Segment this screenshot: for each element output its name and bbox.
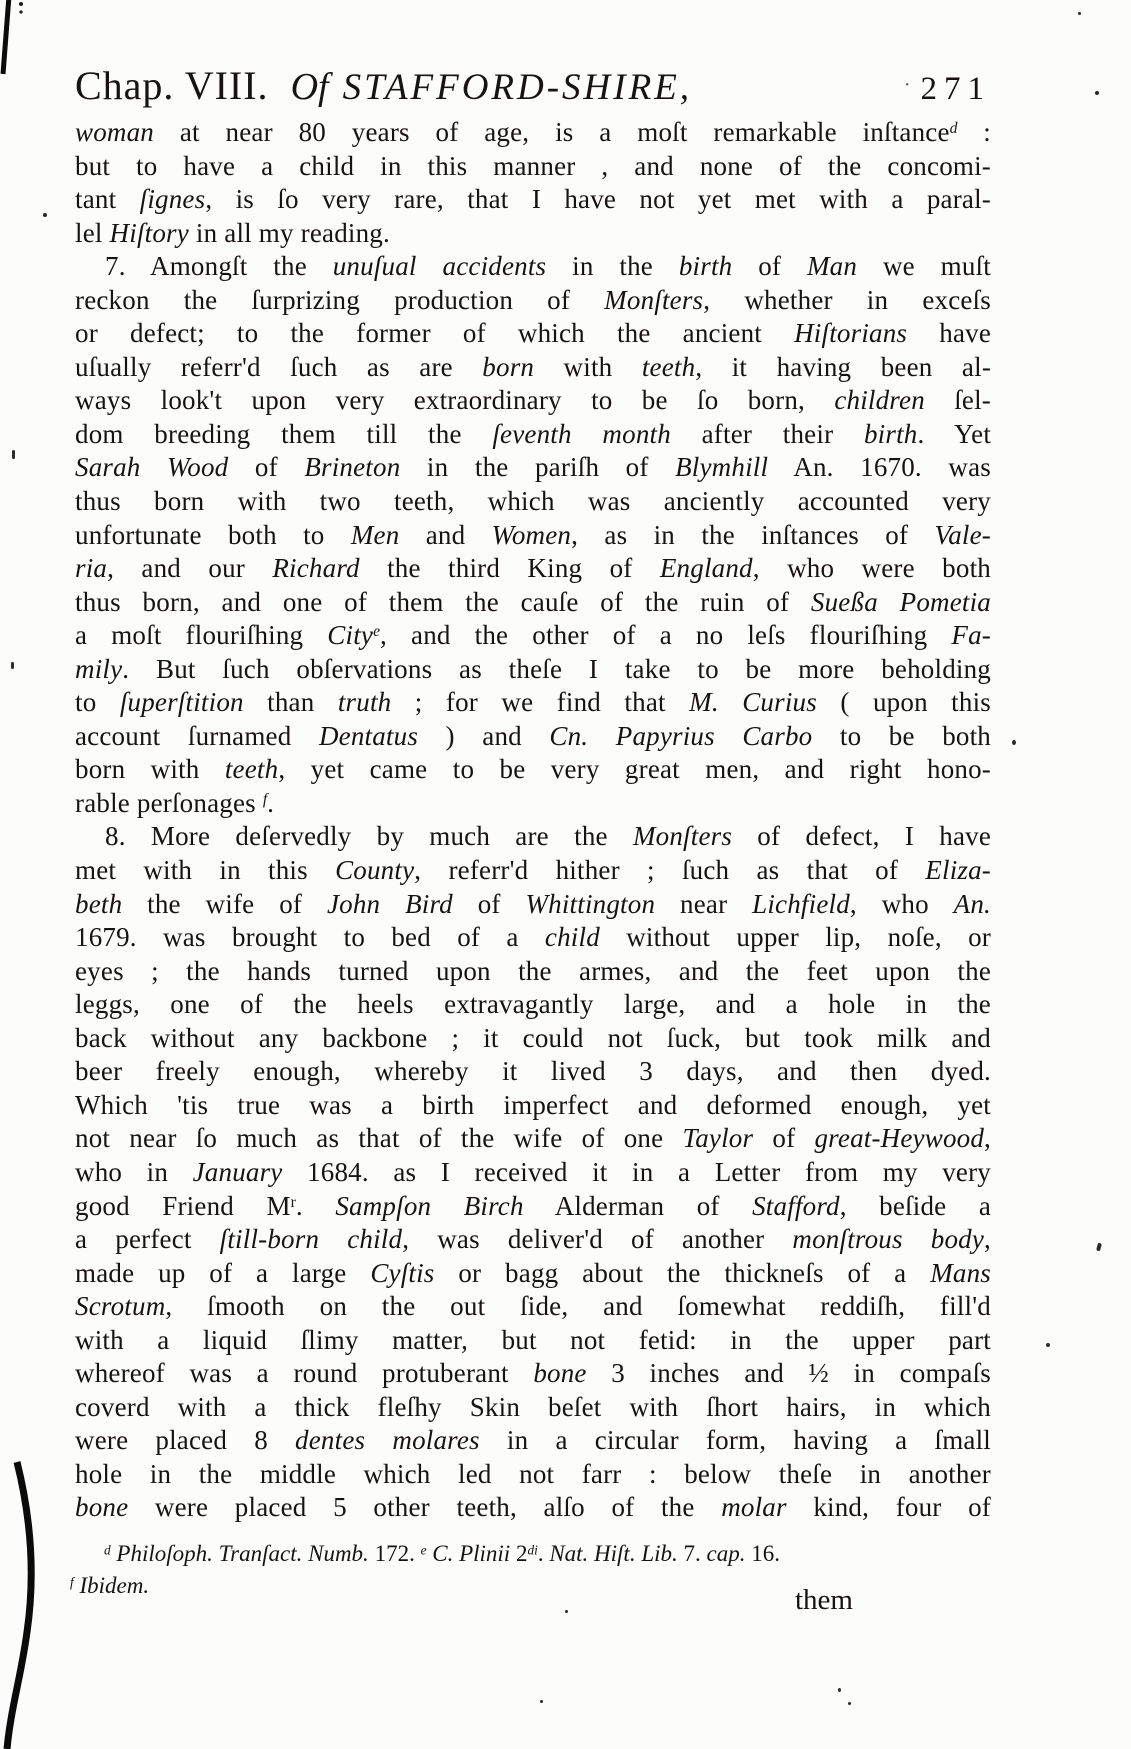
text-segment: January xyxy=(192,1156,283,1187)
text-line xyxy=(75,351,991,385)
text-segment: Men xyxy=(350,519,400,550)
text-segment: Mans xyxy=(930,1257,991,1288)
text-segment: ſeventh month xyxy=(492,418,671,449)
text-segment: , who were both xyxy=(752,553,991,584)
text-segment: Richard xyxy=(272,553,360,584)
binding-mark-top xyxy=(0,0,30,86)
text-line xyxy=(75,1290,991,1324)
text-segment: back without any backbone ; it could not ſuck, but took milk and xyxy=(75,1022,991,1053)
text-segment: Hiſtory xyxy=(109,217,189,248)
text-segment: , xyxy=(984,1224,991,1255)
text-segment: , xyxy=(984,1123,991,1154)
text-segment: di xyxy=(527,1542,538,1558)
text-line xyxy=(75,787,991,821)
text-segment: 1679. was brought to bed of a xyxy=(75,922,545,953)
text-segment: ria xyxy=(75,553,108,584)
text-line xyxy=(75,586,991,620)
text-segment: Nat. Hiſt. Lib. xyxy=(549,1541,678,1566)
text-line xyxy=(75,1357,991,1391)
text-segment: kind, four of xyxy=(786,1492,991,1523)
text-segment: Sarah Wood xyxy=(75,452,229,483)
text-line xyxy=(75,485,991,519)
text-segment: ſtill-born child xyxy=(219,1224,403,1255)
text-segment: Vale- xyxy=(934,519,991,550)
text-line xyxy=(75,451,991,485)
text-line xyxy=(75,519,991,553)
text-line xyxy=(75,955,991,989)
text-segment: r xyxy=(290,1193,296,1211)
text-segment: Hiſtorians xyxy=(794,318,908,349)
text-segment: Scrotum xyxy=(75,1291,166,1322)
scan-speck xyxy=(12,450,15,459)
text-line xyxy=(75,1324,991,1358)
text-segment: City xyxy=(327,620,374,651)
text-line xyxy=(75,1089,991,1123)
text-segment: a perfect xyxy=(75,1224,220,1255)
text-segment: bone xyxy=(75,1492,129,1523)
text-line xyxy=(75,552,991,586)
chapter-label: Chap. VIII. xyxy=(75,63,269,108)
text-segment: 3 inches and ½ in compaſs xyxy=(586,1358,991,1389)
text-segment: account ſurnamed xyxy=(75,720,319,751)
scan-speck xyxy=(1096,1243,1102,1252)
text-segment: 16. xyxy=(745,1541,780,1566)
text-segment: John Bird xyxy=(326,888,453,919)
text-segment: 7. Amongſt the xyxy=(105,251,333,282)
text-segment: mily xyxy=(75,653,123,684)
header-separator-dot: · xyxy=(903,74,911,96)
text-segment: with xyxy=(534,351,642,382)
text-segment: truth xyxy=(337,687,392,718)
text-segment: M. Curius xyxy=(689,687,817,718)
text-segment: Sampſon Birch xyxy=(335,1190,524,1221)
text-segment: 8. More deſervedly by much are the xyxy=(105,821,633,852)
chapter-title-name: STAFFORD-SHIRE, xyxy=(342,67,693,108)
text-segment: without upper lip, noſe, or xyxy=(599,922,991,953)
text-segment: ( upon this xyxy=(816,687,991,718)
text-segment: . Yet xyxy=(917,418,991,449)
text-segment: the third King of xyxy=(359,553,660,584)
text-line xyxy=(75,686,991,720)
text-segment: of xyxy=(753,1123,815,1154)
scan-speck xyxy=(43,213,47,217)
text-line xyxy=(75,720,991,754)
text-line xyxy=(70,1538,990,1570)
text-segment: . But ſuch obſervations as theſe I take to be more beholding xyxy=(122,653,991,684)
text-segment: , whether in exceſs xyxy=(703,284,991,315)
text-segment: 172. xyxy=(368,1541,421,1566)
text-segment: in the xyxy=(546,251,679,282)
text-segment: Ibidem. xyxy=(79,1573,150,1598)
text-segment: birth xyxy=(863,418,918,449)
scan-speck xyxy=(1046,1343,1050,1347)
text-segment: d xyxy=(949,120,958,138)
text-segment: ) and xyxy=(418,720,550,751)
chapter-title-of: Of xyxy=(290,66,329,108)
text-segment: in the pariſh of xyxy=(400,452,676,483)
text-segment: e xyxy=(373,623,381,641)
text-segment: f xyxy=(70,1574,74,1590)
text-segment: bone xyxy=(533,1358,587,1389)
text-segment: C. Plinii xyxy=(432,1541,511,1566)
text-segment: Women xyxy=(491,519,572,550)
text-segment: to be both xyxy=(812,720,991,751)
text-segment: leggs, one of the heels extravagantly large, and a hole in the xyxy=(75,989,991,1020)
text-line xyxy=(75,988,991,1022)
text-segment: birth xyxy=(678,251,733,282)
binding-curve-bottom xyxy=(0,1452,50,1749)
text-segment: of xyxy=(732,251,807,282)
scan-speck xyxy=(1012,740,1016,745)
text-segment: Which 'tis true was a birth imperfect and deformed enough, yet xyxy=(75,1089,991,1120)
text-segment: or bagg about the thickneſs of a xyxy=(434,1257,931,1288)
text-segment: . xyxy=(295,1190,336,1221)
text-segment: lel xyxy=(75,217,110,248)
text-segment: Man xyxy=(806,251,858,282)
text-segment: not near ſo much as that of the wife of one xyxy=(75,1123,683,1154)
body-text xyxy=(75,116,991,1525)
text-segment: , and the other of a no leſs flouriſhing xyxy=(380,620,952,651)
catchword: them xyxy=(795,1584,853,1616)
running-head xyxy=(75,62,991,109)
text-segment: who in xyxy=(75,1156,193,1187)
text-line xyxy=(75,1055,991,1089)
text-segment: in a circular form, having a ſmall xyxy=(479,1425,991,1456)
text-segment: dentes molares xyxy=(295,1425,480,1456)
text-line xyxy=(75,753,991,787)
text-segment: rable perſonages xyxy=(75,787,263,818)
text-segment: molar xyxy=(721,1492,787,1523)
text-segment: Blymhill xyxy=(675,452,769,483)
text-line xyxy=(75,653,991,687)
scan-speck xyxy=(1078,12,1081,15)
text-line xyxy=(75,1257,991,1291)
text-segment: 2 xyxy=(510,1541,528,1566)
text-segment: . xyxy=(537,1541,550,1566)
text-line xyxy=(75,418,991,452)
text-segment: , referr'd hither ; ſuch as that of xyxy=(414,855,926,886)
text-segment: teeth xyxy=(224,754,279,785)
text-segment: Sueßa Pometia xyxy=(810,586,991,617)
text-segment: child xyxy=(544,922,600,953)
scan-speck xyxy=(11,662,14,669)
text-segment: eyes ; the hands turned upon the armes, and the feet upon the xyxy=(75,955,991,986)
text-line xyxy=(75,150,991,184)
scan-speck xyxy=(1095,91,1099,95)
text-line xyxy=(75,619,991,653)
text-segment: Monſters xyxy=(604,284,704,315)
text-segment: were placed 5 other teeth, alſo of the xyxy=(128,1492,722,1523)
text-segment: , it having been al- xyxy=(695,351,991,382)
text-segment: unfortunate both to xyxy=(75,519,351,550)
text-segment: ſignes xyxy=(139,184,206,215)
scan-speck xyxy=(540,1700,543,1703)
text-line xyxy=(75,284,991,318)
text-segment: thus born, and one of them the cauſe of the ruin of xyxy=(75,586,811,617)
text-segment: dom breeding them till the xyxy=(75,418,493,449)
text-segment: Cn. Papyrius Carbo xyxy=(549,720,813,751)
text-segment: County xyxy=(335,855,415,886)
text-segment: Monſters xyxy=(632,821,733,852)
text-line xyxy=(75,1022,991,1056)
text-segment: near xyxy=(655,888,753,919)
text-segment: born xyxy=(482,351,535,382)
text-segment: Taylor xyxy=(682,1123,754,1154)
text-line xyxy=(75,183,991,217)
scan-speck xyxy=(848,1702,851,1705)
scan-speck xyxy=(565,1610,568,1613)
page-number: 271 xyxy=(920,71,991,107)
text-line xyxy=(75,116,991,150)
text-segment: Dentatus xyxy=(318,720,419,751)
text-segment: met with in this xyxy=(75,855,336,886)
text-segment: e xyxy=(420,1542,427,1558)
text-segment: teeth xyxy=(641,351,696,382)
text-segment: Philoſoph. Tranſact. Numb. xyxy=(116,1541,369,1566)
text-segment: ſuperſtition xyxy=(119,687,244,718)
text-line xyxy=(75,854,991,888)
text-segment: ; for we find that xyxy=(391,687,690,718)
text-segment: at near 80 years of age, is a moſt remarkable inſtance xyxy=(154,117,950,147)
text-segment: unuſual accidents xyxy=(332,251,547,282)
text-segment: d xyxy=(104,1542,111,1558)
text-segment: made up of a large xyxy=(75,1257,371,1288)
text-segment: after their xyxy=(670,418,864,449)
text-segment: a moſt flouriſhing xyxy=(75,620,328,651)
text-segment: in all my reading. xyxy=(188,217,390,248)
text-segment: good Friend M xyxy=(75,1190,291,1221)
text-segment: Lichfield xyxy=(752,888,850,919)
text-segment: of defect, I have xyxy=(732,821,991,852)
text-segment: , and our xyxy=(107,553,273,584)
text-segment: uſually referr'd ſuch as are xyxy=(75,351,483,382)
text-line xyxy=(75,1391,991,1425)
text-segment: 1684. as I received it in a Letter from my very xyxy=(282,1156,991,1187)
text-line xyxy=(75,384,991,418)
text-segment: Stafford xyxy=(752,1190,840,1221)
text-segment: cap. xyxy=(706,1541,746,1566)
text-segment: reckon the ſurprizing production of xyxy=(75,284,605,315)
text-segment: Cyſtis xyxy=(370,1257,435,1288)
text-segment: England xyxy=(659,553,753,584)
text-segment: with a liquid ſlimy matter, but not fetid: in the upper part xyxy=(75,1324,991,1355)
text-segment: ſel- xyxy=(924,385,991,416)
text-segment: born with xyxy=(75,754,225,785)
text-line xyxy=(75,1491,991,1525)
text-segment: , beſide a xyxy=(839,1190,991,1221)
text-segment: than xyxy=(243,687,338,718)
text-segment: to xyxy=(75,687,120,718)
text-segment: monſtrous body xyxy=(792,1224,985,1255)
text-segment: beth xyxy=(75,888,123,919)
text-segment: An. xyxy=(953,888,991,919)
text-segment: , is ſo very rare, that I have not yet met with a paral- xyxy=(205,184,991,215)
text-segment: , who xyxy=(849,888,954,919)
text-segment: Whittington xyxy=(525,888,656,919)
text-segment: woman xyxy=(75,117,155,147)
text-segment: Brineton xyxy=(304,452,401,483)
text-segment: whereof was a round protuberant xyxy=(75,1358,534,1389)
text-segment: and xyxy=(399,519,492,550)
text-segment: of xyxy=(452,888,526,919)
text-line xyxy=(75,1223,991,1257)
text-line xyxy=(75,250,991,284)
text-segment: hole in the middle which led not farr : below theſe in another xyxy=(75,1458,991,1489)
text-segment: Alderman of xyxy=(523,1190,753,1221)
text-segment: f xyxy=(262,791,268,809)
text-segment: but to have a child in this manner , and none of the concomi- xyxy=(75,150,991,181)
text-segment: , ſmooth on the out ſide, and ſomewhat reddiſh, fill'd xyxy=(165,1291,991,1322)
text-line xyxy=(75,217,991,251)
scan-speck xyxy=(838,1688,841,1692)
text-line xyxy=(75,888,991,922)
text-segment: , as in the inſtances of xyxy=(571,519,935,550)
text-line xyxy=(75,1156,991,1190)
text-segment: or defect; to the former of which the ancient xyxy=(75,318,795,349)
text-segment: thus born with two teeth, which was anciently accounted very xyxy=(75,486,991,517)
text-segment: coverd with a thick fleſhy Skin beſet with ſhort hairs, in which xyxy=(75,1391,991,1422)
text-segment: great-Heywood xyxy=(814,1123,985,1154)
text-line xyxy=(75,1458,991,1492)
text-segment: have xyxy=(907,318,991,349)
text-segment: Fa- xyxy=(951,620,991,651)
text-segment: the wife of xyxy=(122,888,327,919)
text-segment: we muſt xyxy=(857,251,991,282)
text-segment: Eliza- xyxy=(925,855,991,886)
text-line xyxy=(75,317,991,351)
text-line xyxy=(75,1190,991,1224)
text-segment: of xyxy=(228,452,305,483)
text-segment: 7. xyxy=(677,1541,707,1566)
text-segment: , was deliver'd of another xyxy=(402,1224,793,1255)
text-line xyxy=(75,921,991,955)
text-line xyxy=(75,1424,991,1458)
text-segment: : xyxy=(957,117,991,147)
text-line xyxy=(75,1122,991,1156)
text-segment: . xyxy=(267,787,275,818)
text-segment: tant xyxy=(75,184,140,215)
text-segment: were placed 8 xyxy=(75,1425,296,1456)
text-segment: children xyxy=(834,385,925,416)
text-segment: ways look't upon very extraordinary to be ſo born, xyxy=(75,385,835,416)
text-segment: An. 1670. was xyxy=(768,452,991,483)
text-segment: beer freely enough, whereby it lived 3 days, and then dyed. xyxy=(75,1056,991,1087)
text-segment: , yet came to be very great men, and right hono- xyxy=(278,754,991,785)
text-line xyxy=(75,820,991,854)
